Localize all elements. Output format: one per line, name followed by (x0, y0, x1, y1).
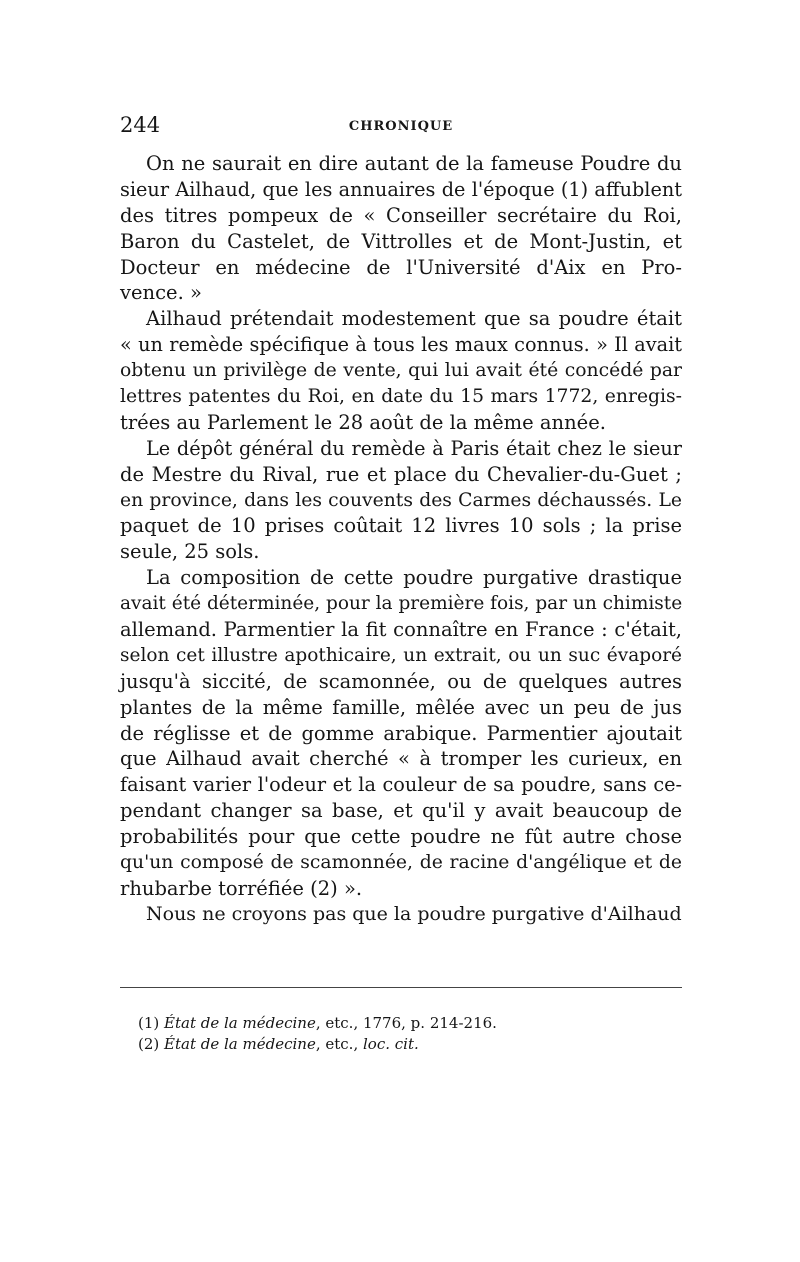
footnote-text: , etc., (315, 1035, 363, 1053)
text-line: probabilités pour que cette poudre ne fût autre chose (120, 825, 682, 849)
text-line: selon cet illustre apothicaire, un extrait, ou un suc évaporé (120, 644, 682, 666)
footnotes (138, 1013, 678, 1055)
footnote-number: (2) (138, 1035, 160, 1053)
footnote (138, 1034, 678, 1055)
text-line: paquet de 10 prises coûtait 12 livres 10 sols ; la prise (120, 514, 682, 538)
paragraph (120, 436, 682, 565)
text-line: Docteur en médecine de l'Université d'Aix en Pro- (120, 255, 682, 279)
text-line: de Mestre du Rival, rue et place du Chevalier-du-Guet ; (120, 462, 682, 486)
text-line: en province, dans les couvents des Carmes déchaussés. Le (120, 489, 682, 511)
text-line: obtenu un privilège de vente, qui lui avait été concédé par (120, 360, 682, 382)
text-line: rhubarbe torréfiée (2) ». (120, 876, 363, 900)
text-line: allemand. Parmentier la fit connaître en France : c'était, (120, 618, 682, 642)
text-line: faisant varier l'odeur et la couleur de sa poudre, sans ce- (120, 773, 682, 797)
text-line: Le dépôt général du remède à Paris était chez le sieur (146, 436, 682, 460)
paragraph (120, 565, 682, 902)
text-line: des titres pompeux de « Conseiller secrétaire du Roi, (120, 203, 682, 227)
footnote-text: , etc., 1776, p. 214-216. (315, 1014, 497, 1032)
text-line: Baron du Castelet, de Vittrolles et de Mont-Justin, et (120, 229, 682, 253)
body-text (120, 151, 682, 928)
footnote-citation: loc. cit. (362, 1035, 419, 1053)
text-line: qu'un composé de scamonnée, de racine d'angélique et de (120, 852, 682, 874)
footnote-title: État de la médecine (164, 1035, 316, 1053)
text-line: jusqu'à siccité, de scamonnée, ou de quelques autres (120, 669, 682, 693)
running-head: CHRONIQUE (348, 119, 454, 134)
text-line: que Ailhaud avait cherché « à tromper les curieux, en (120, 747, 682, 771)
text-line: La composition de cette poudre purgative drastique (146, 566, 682, 590)
text-line: Nous ne croyons pas que la poudre purgative d'Ailhaud (146, 902, 682, 925)
paragraph (120, 151, 682, 306)
text-line: Ailhaud prétendait modestement que sa poudre était (146, 307, 682, 331)
page-number: 244 (120, 113, 161, 137)
footnote-number: (1) (138, 1014, 160, 1032)
footnote (138, 1013, 678, 1034)
text-line: plantes de la même famille, mêlée avec un peu de jus (120, 695, 682, 719)
text-line: avait été déterminée, pour la première fois, par un chimiste (120, 593, 683, 615)
text-line: vence. » (120, 281, 202, 305)
text-line: seule, 25 sols. (120, 540, 260, 564)
footnote-title: État de la médecine (164, 1014, 316, 1032)
text-line: de réglisse et de gomme arabique. Parmentier ajoutait (120, 721, 682, 745)
paragraph (120, 306, 682, 435)
text-line: « un remède spécifique à tous les maux connus. » Il avait (120, 333, 682, 357)
paragraph (120, 902, 682, 928)
text-line: On ne saurait en dire autant de la fameuse Poudre du (146, 152, 682, 175)
text-line: sieur Ailhaud, que les annuaires de l'époque (1) affublent (120, 177, 682, 201)
page-header (120, 113, 682, 143)
footnote-divider (120, 987, 682, 988)
text-line: pendant changer sa base, et qu'il y avait beaucoup de (120, 799, 682, 823)
text-line: lettres patentes du Roi, en date du 15 mars 1772, enregis- (120, 386, 682, 408)
text-line: trées au Parlement le 28 août de la même année. (120, 410, 606, 434)
